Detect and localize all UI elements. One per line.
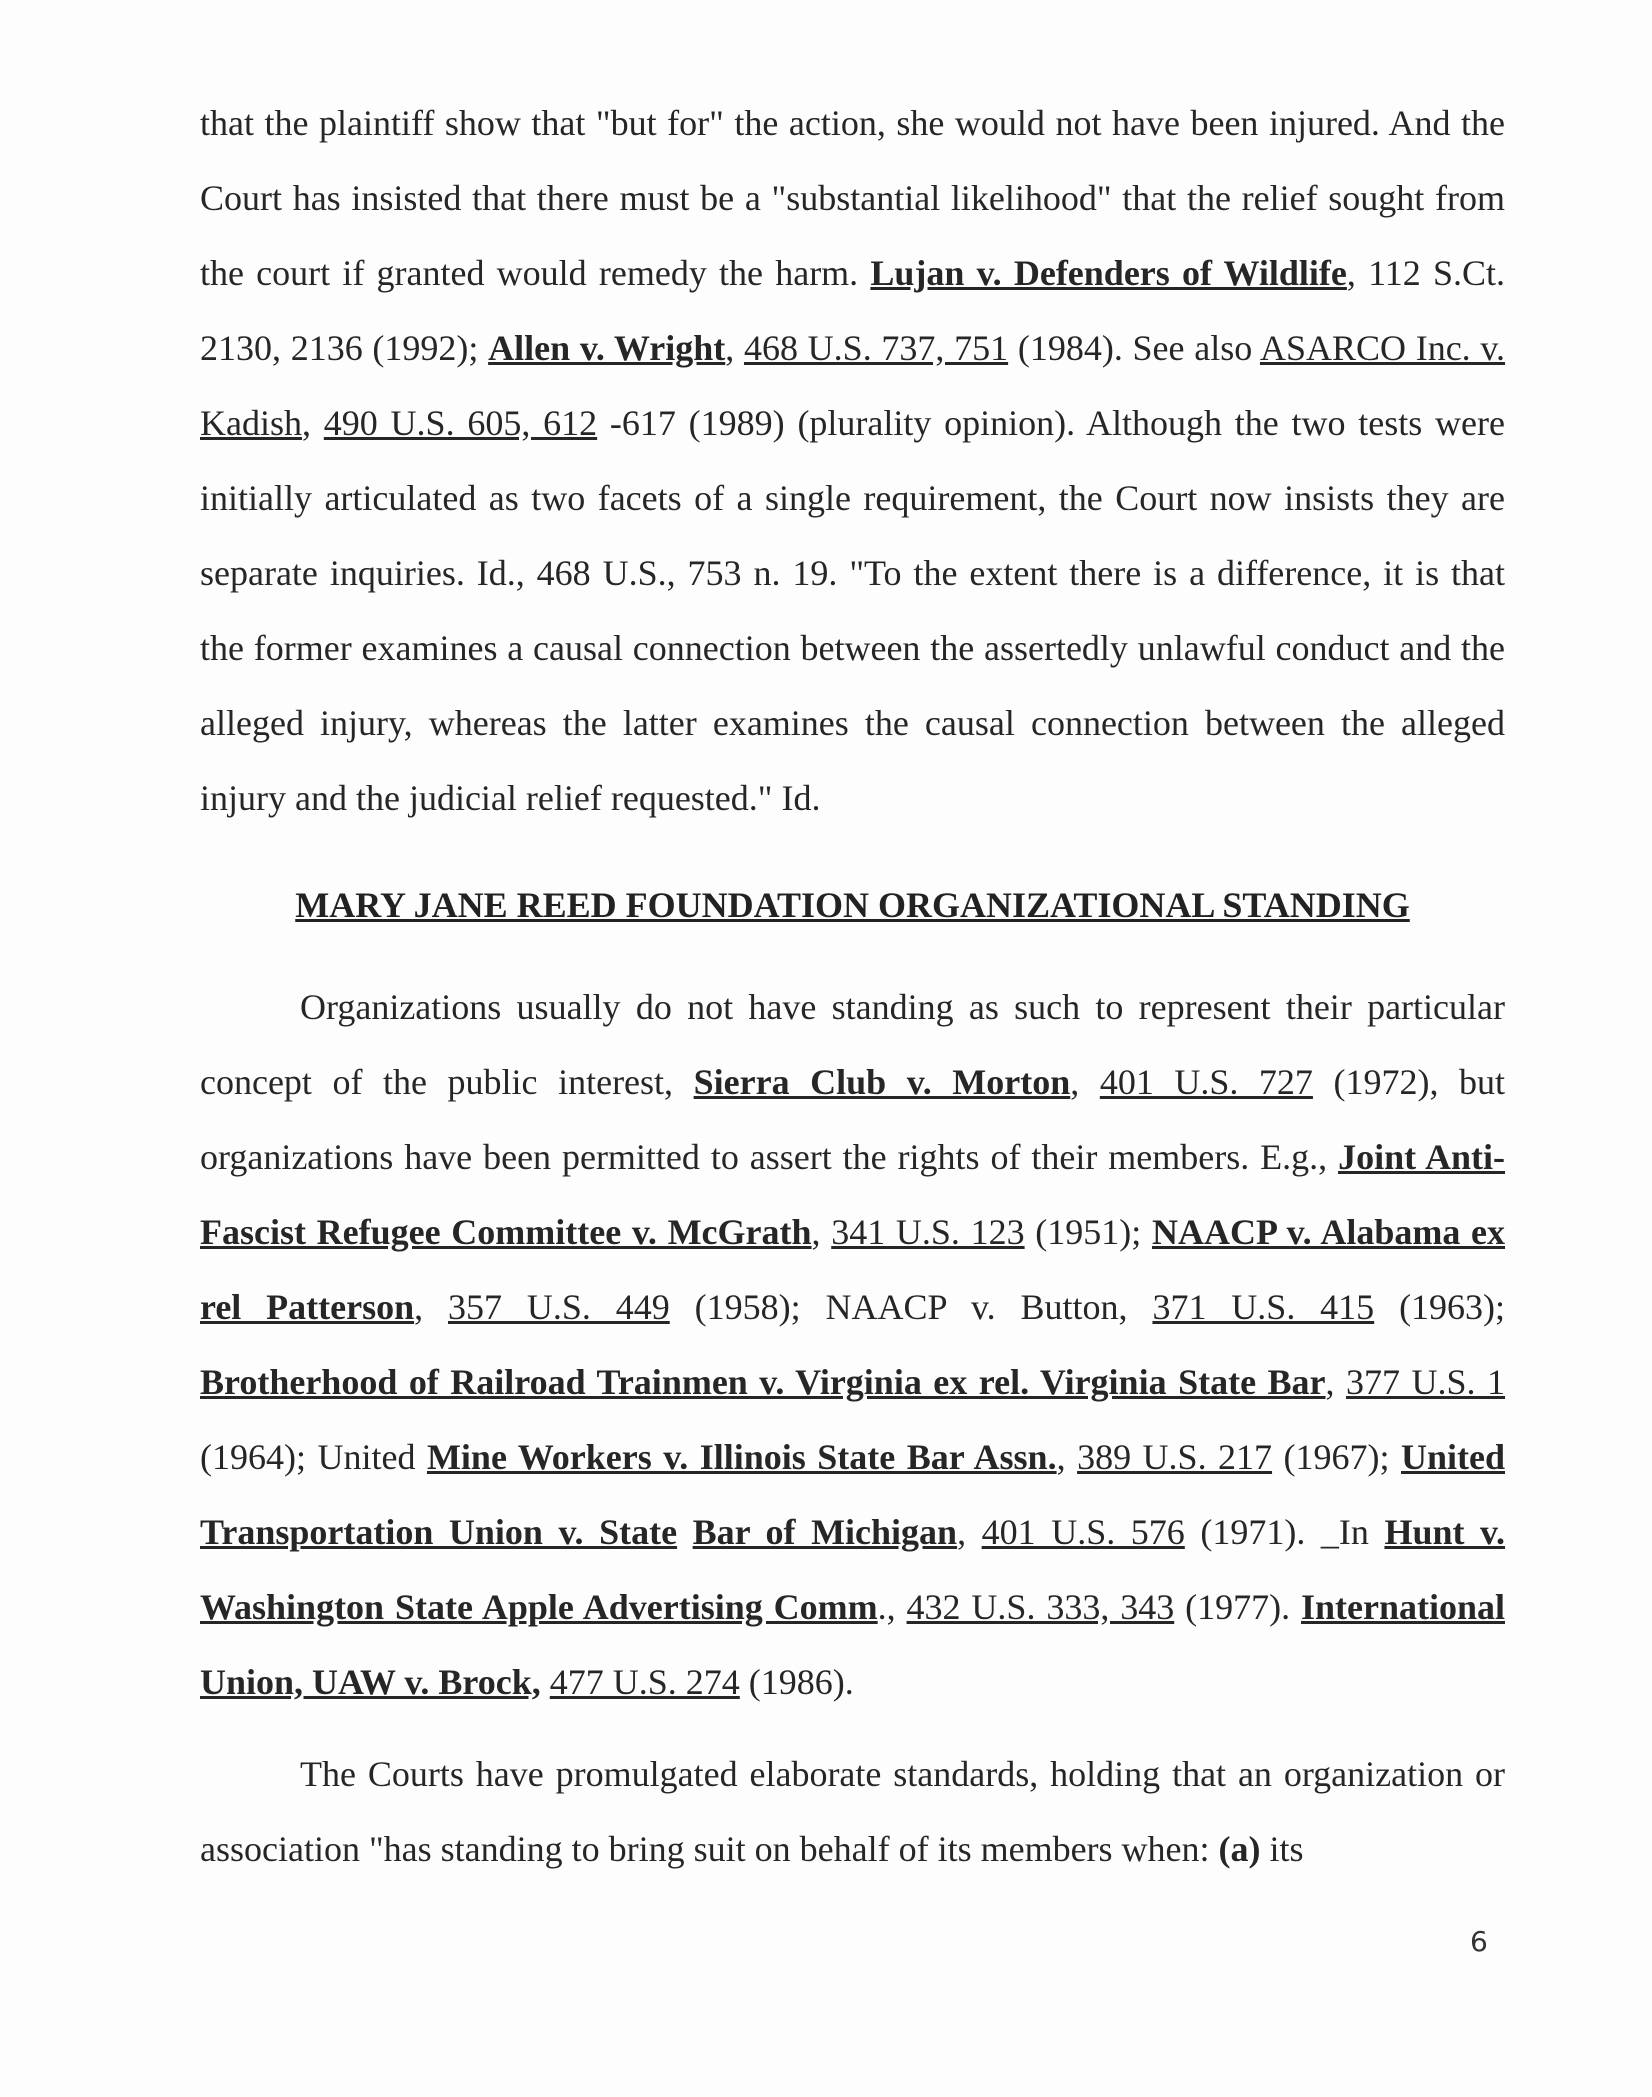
paragraph-text: (1958); NAACP v. Button, (694, 1287, 1128, 1327)
reporter-citation: 468 U.S. 737, 751 (743, 328, 1009, 368)
paragraph-text: (1972), but organizations have been permitted to assert the rights of their members. E.g., (200, 1062, 1506, 1177)
case-citation-allen: Allen v. Wright (488, 328, 726, 368)
reporter-citation: 401 U.S. 576 (981, 1512, 1185, 1552)
case-citation-joint-anti-fascist: Joint Anti-Fascist Refugee Committee v. McGrath (200, 1137, 1506, 1252)
case-citation-united-transportation: United Transportation Union v. State (200, 1437, 1506, 1552)
reporter-citation: 490 U.S. 605, 612 (323, 403, 598, 443)
paragraph-text: (1963); (1399, 1287, 1506, 1327)
case-citation-international-union: International Union, UAW v. Brock, (200, 1587, 1505, 1702)
case-citation-bar-of-michigan: Bar of Michigan (692, 1512, 958, 1552)
paragraph-text: (1964); United (200, 1437, 416, 1477)
case-citation-sierra-club: Sierra Club v. Morton (693, 1062, 1071, 1102)
paragraph-text: that the plaintiff show that "but for" the action, she would not have been injured. And the Court has insisted that there must be a "substantial likelihood" that the relief sought from the court if granted would remedy the harm. (200, 103, 1505, 293)
paragraph-text: (1971). _In (1200, 1512, 1369, 1552)
reporter-citation: 377 U.S. 1 (1346, 1362, 1505, 1402)
paragraph-text: , (1325, 1362, 1335, 1402)
paragraph-text: (1984). See also (1017, 328, 1253, 368)
paragraph-text: , (725, 328, 735, 368)
reporter-citation: 401 U.S. 727 (1099, 1062, 1313, 1102)
reporter-citation: 357 U.S. 449 (448, 1287, 670, 1327)
paragraph-text: (1977). (1185, 1587, 1291, 1627)
paragraph-organizational-standing (200, 970, 1505, 1720)
paragraph-text: its (1269, 1829, 1304, 1869)
paragraph-standards (200, 1737, 1505, 1887)
reporter-citation: 389 U.S. 217 (1077, 1437, 1273, 1477)
paragraph-text: , (414, 1287, 424, 1327)
paragraph-text: , (957, 1512, 967, 1552)
case-citation-hunt: Hunt v. Washington State Apple Advertising Comm (200, 1512, 1506, 1627)
case-citation-asarco: ASARCO Inc. v. Kadish (200, 328, 1506, 443)
paragraph-text: , (1056, 1437, 1066, 1477)
list-marker: (a) (1218, 1829, 1261, 1869)
case-citation-brotherhood: Brotherhood of Railroad Trainmen v. Virginia ex rel. Virginia State Bar (200, 1362, 1326, 1402)
reporter-citation: 432 U.S. 333, 343 (906, 1587, 1175, 1627)
page-number: 6 (1470, 1925, 1488, 1958)
paragraph-text: , (302, 403, 311, 443)
case-citation-naacp-alabama: NAACP v. Alabama ex rel Patterson (200, 1212, 1506, 1327)
case-citation-mine-workers: Mine Workers v. Illinois State Bar Assn. (426, 1437, 1057, 1477)
case-citation-lujan: Lujan v. Defenders of Wildlife (870, 253, 1347, 293)
paragraph-text: Organizations usually do not have standing as such to represent their particular concept of the public interest, (200, 987, 1505, 1102)
paragraph-text: (1951); (1035, 1212, 1142, 1252)
reporter-citation: 341 U.S. 123 (831, 1212, 1025, 1252)
paragraph-text: ., (877, 1587, 896, 1627)
reporter-citation: 371 U.S. 415 (1152, 1287, 1375, 1327)
reporter-citation: 477 U.S. 274 (549, 1662, 740, 1702)
section-heading: MARY JANE REED FOUNDATION ORGANIZATIONAL STANDING (295, 885, 1410, 925)
paragraph-text: (1967); (1283, 1437, 1390, 1477)
paragraph-text: , (811, 1212, 821, 1252)
paragraph-text: , (1070, 1062, 1080, 1102)
paragraph-standing-tests (200, 86, 1505, 836)
paragraph-text: -617 (1989) (plurality opinion). Although the two tests were initially articulated as two facets of a single requirement, the Court now insists they are separate inquiries. Id., 468 U.S., 753 n. 19. "To the extent there is a difference, it is that the former examines a causal connection between the assertedly unlawful conduct and the alleged injury, whereas the latter examines the causal connection between the alleged injury and the judicial relief requested." Id. (200, 403, 1505, 818)
paragraph-text: , 112 S.Ct. 2130, 2136 (1992); (200, 253, 1505, 368)
paragraph-text: (1986). (748, 1662, 854, 1702)
paragraph-text: The Courts have promulgated elaborate standards, holding that an organization or association "has standing to bring suit on behalf of its members when: (200, 1754, 1505, 1869)
